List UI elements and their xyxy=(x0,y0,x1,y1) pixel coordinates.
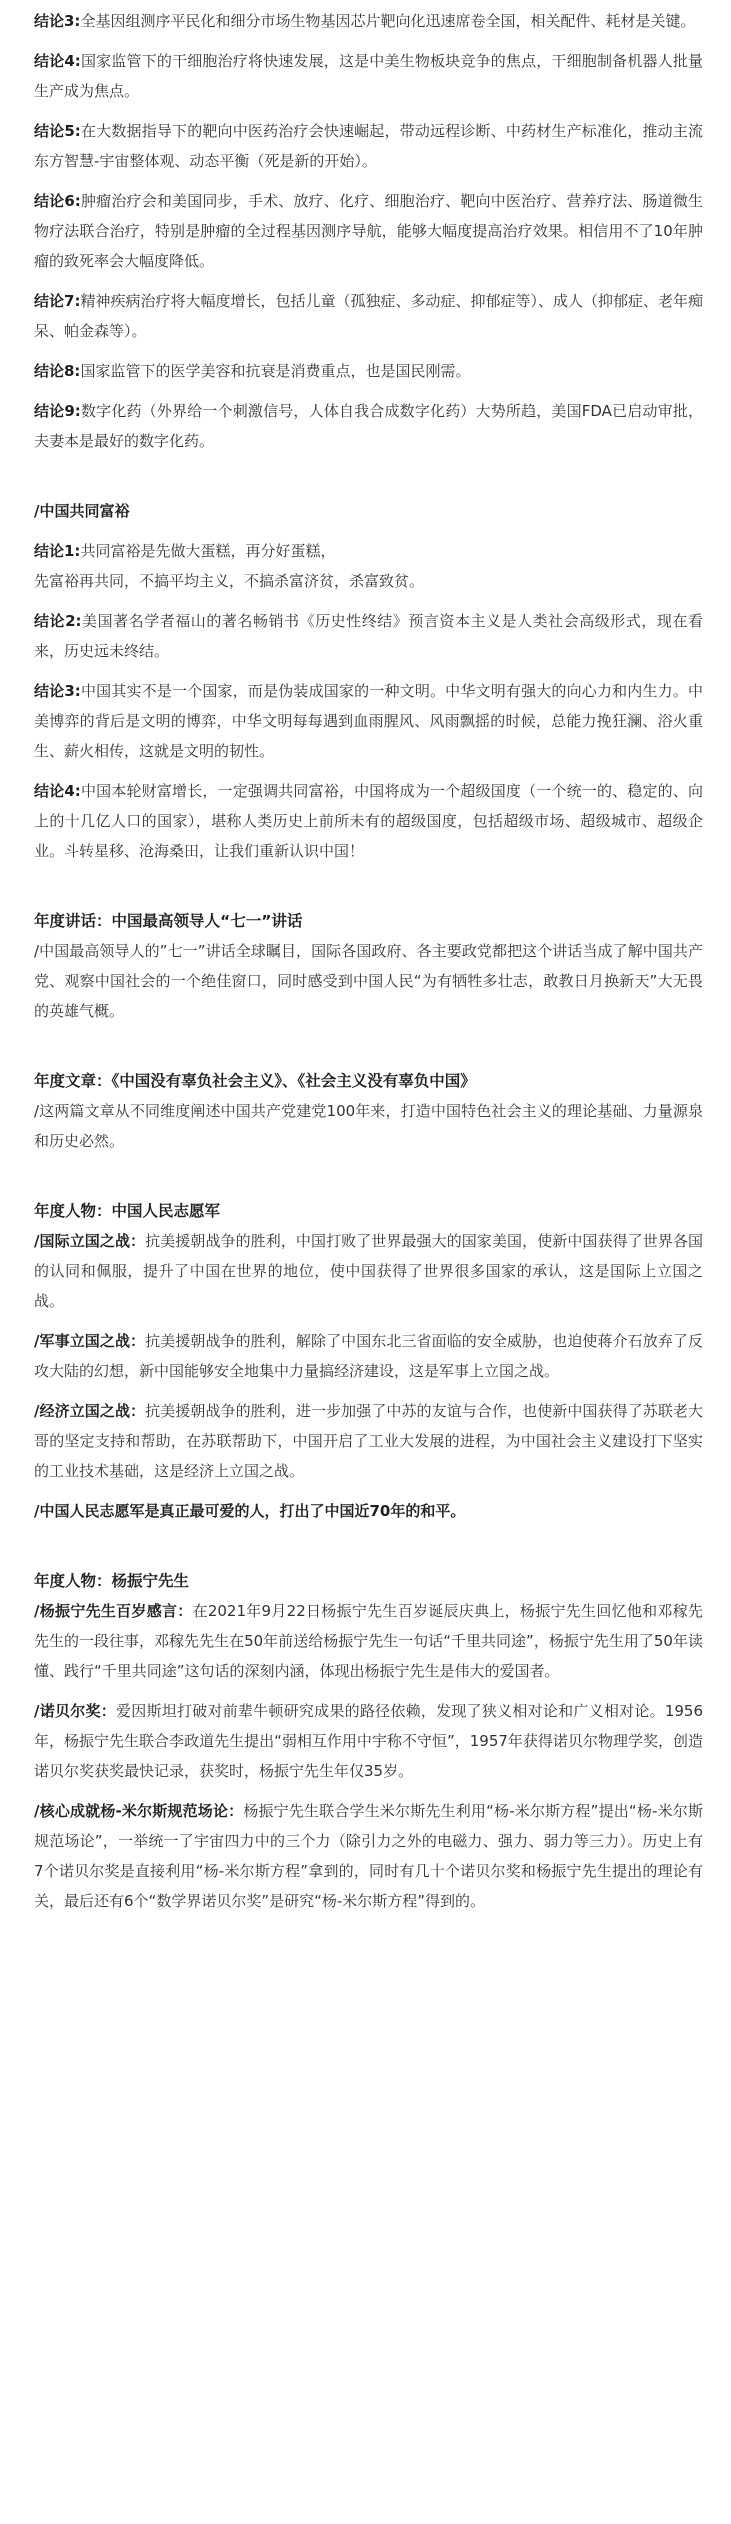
yang-item xyxy=(34,1696,703,1786)
section-heading: /中国共同富裕 xyxy=(34,502,130,520)
conclusion-item xyxy=(34,6,703,36)
volunteer-item xyxy=(34,1326,703,1386)
annual-figure-volunteers-section xyxy=(34,1196,703,1526)
conclusion-label: 结论3: xyxy=(34,12,81,30)
volunteer-item xyxy=(34,1226,703,1316)
conclusion-text: 共同富裕是先做大蛋糕，再分好蛋糕， xyxy=(80,542,336,560)
conclusion-item xyxy=(34,46,703,106)
volunteer-text: 抗美援朝战争的胜利，中国打败了世界最强大的国家美国，使新中国获得了世界各国的认同和佩服，提升了中国在世界的地位，使中国获得了世界很多国家的承认，这是国际上立国之战。 xyxy=(34,1232,703,1310)
volunteer-label: /国际立国之战： xyxy=(34,1232,146,1250)
conclusion-item xyxy=(34,676,703,766)
volunteer-closing: /中国人民志愿军是真正最可爱的人，打出了中国近70年的和平。 xyxy=(34,1502,466,1520)
volunteer-text: 抗美援朝战争的胜利，进一步加强了中苏的友谊与合作，也使新中国获得了苏联老大哥的坚定支持和帮助，在苏联帮助下，中国开启了工业大发展的进程，为中国社会主义建设打下坚实的工业技术基础，这是经济上立国之战。 xyxy=(34,1402,703,1480)
yang-label: /杨振宁先生百岁感言： xyxy=(34,1602,193,1620)
section-heading: 年度人物：中国人民志愿军 xyxy=(34,1202,221,1220)
conclusion-label: 结论3: xyxy=(34,682,81,700)
conclusion-label: 结论2: xyxy=(34,612,82,630)
yang-item xyxy=(34,1596,703,1686)
yang-label: /诺贝尔奖： xyxy=(34,1702,116,1720)
annual-figure-yang-section xyxy=(34,1566,703,1916)
yang-text: 杨振宁先生联合学生米尔斯先生利用“杨-米尔斯方程”提出“杨-米尔斯规范场论”，一举统一了宇宙四力中的三个力（除引力之外的电磁力、强力、弱力等三力）。历史上有7个诺贝尔奖是直接利用“杨-米尔斯方程”拿到的，同时有几十个诺贝尔奖和杨振宁先生提出的理论有关，最后还有6个“数学界诺贝尔奖”是研究“杨-米尔斯方程”得到的。 xyxy=(34,1802,703,1910)
conclusion-label: 结论6: xyxy=(34,192,81,210)
conclusion-label: 结论9: xyxy=(34,402,81,420)
section-text: /这两篇文章从不同维度阐述中国共产党建党100年来，打造中国特色社会主义的理论基础、力量源泉和历史必然。 xyxy=(34,1102,703,1150)
conclusion-item xyxy=(34,186,703,276)
annual-article-section xyxy=(34,1066,703,1156)
section-heading: 年度文章：《中国没有辜负社会主义》、《社会主义没有辜负中国》 xyxy=(34,1072,476,1090)
conclusion-text: 国家监管下的干细胞治疗将快速发展，这是中美生物板块竞争的焦点，干细胞制备机器人批量生产成为焦点。 xyxy=(34,52,703,100)
volunteer-text: 抗美援朝战争的胜利，解除了中国东北三省面临的安全威胁，也迫使蒋介石放弃了反攻大陆的幻想，新中国能够安全地集中力量搞经济建设，这是军事上立国之战。 xyxy=(34,1332,703,1380)
conclusion-text: 精神疾病治疗将大幅度增长，包括儿童（孤独症、多动症、抑郁症等）、成人（抑郁症、老年痴呆、帕金森等）。 xyxy=(34,292,704,340)
conclusion-item xyxy=(34,356,703,386)
conclusion-text: 中国其实不是一个国家，而是伪装成国家的一种文明。中华文明有强大的向心力和内生力。中美博弈的背后是文明的博弈，中华文明每每遇到血雨腥风、风雨飘摇的时候，总能力挽狂澜、浴火重生、薪火相传，这就是文明的韧性。 xyxy=(34,682,703,760)
conclusion-item xyxy=(34,396,703,456)
conclusion-item xyxy=(34,776,703,866)
volunteer-label: /军事立国之战： xyxy=(34,1332,146,1350)
section-text: /中国最高领导人的”七一”讲话全球瞩目，国际各国政府、各主要政党都把这个讲话当成了解中国共产党、观察中国社会的一个绝佳窗口，同时感受到中国人民“为有牺牲多壮志，敢教日月换新天”大无畏的英雄气概。 xyxy=(34,942,703,1020)
section-heading: 年度讲话：中国最高领导人“七一”讲话 xyxy=(34,912,303,930)
conclusion-label: 结论1: xyxy=(34,542,81,560)
yang-text: 爱因斯坦打破对前辈牛顿研究成果的路径依赖，发现了狭义相对论和广义相对论。1956年，杨振宁先生联合李政道先生提出“弱相互作用中宇称不守恒”，1957年获得诺贝尔物理学奖，创造诺贝尔奖获奖最快记录，获奖时，杨振宁先生年仅35岁。 xyxy=(34,1702,703,1780)
yang-item xyxy=(34,1796,703,1916)
conclusion-text: 数字化药（外界给一个刺激信号，人体自我合成数字化药）大势所趋，美国FDA已启动审批，夫妻本是最好的数字化药。 xyxy=(34,402,704,450)
conclusion-item xyxy=(34,116,703,176)
conclusion-label: 结论4: xyxy=(34,52,81,70)
conclusion-item xyxy=(34,286,703,346)
conclusion-text: 国家监管下的医学美容和抗衰是消费重点，也是国民刚需。 xyxy=(80,362,471,380)
conclusion-label: 结论8: xyxy=(34,362,81,380)
conclusion-text: 中国本轮财富增长，一定强调共同富裕，中国将成为一个超级国度（一个统一的、稳定的、向上的十几亿人口的国家），堪称人类历史上前所未有的超级国度，包括超级市场、超级城市、超级企业。斗转星移、沧海桑田，让我们重新认识中国！ xyxy=(34,782,703,860)
conclusion-text: 在大数据指导下的靶向中医药治疗会快速崛起，带动远程诊断、中药材生产标准化，推动主流东方智慧-宇宙整体观、动态平衡（死是新的开始）。 xyxy=(34,122,703,170)
yang-text: 在2021年9月22日杨振宁先生百岁诞辰庆典上，杨振宁先生回忆他和邓稼先先生的一段往事，邓稼先先生在50年前送给杨振宁先生一句话“千里共同途”，杨振宁先生用了50年读懂、践行“千里共同途”这句话的深刻内涵，体现出杨振宁先生是伟大的爱国者。 xyxy=(34,1602,703,1680)
annual-speech-section xyxy=(34,906,703,1026)
conclusion-text: 美国著名学者福山的著名畅销书《历史性终结》预言资本主义是人类社会高级形式，现在看来，历史远未终结。 xyxy=(34,612,703,660)
conclusion-text: 肿瘤治疗会和美国同步，手术、放疗、化疗、细胞治疗、靶向中医治疗、营养疗法、肠道微生物疗法联合治疗，特别是肿瘤的全过程基因测序导航，能够大幅度提高治疗效果。相信用不了10年肿瘤的致死率会大幅度降低。 xyxy=(34,192,703,270)
yang-label: /核心成就杨-米尔斯规范场论： xyxy=(34,1802,244,1820)
volunteer-label: /经济立国之战： xyxy=(34,1402,146,1420)
conclusion-label: 结论4: xyxy=(34,782,81,800)
biotech-conclusions xyxy=(34,6,703,456)
section-heading: 年度人物：杨振宁先生 xyxy=(34,1572,190,1590)
common-prosperity-section xyxy=(34,496,703,866)
volunteer-item xyxy=(34,1396,703,1486)
conclusion-label: 结论7: xyxy=(34,292,81,310)
conclusion-extra: 先富裕再共同，不搞平均主义，不搞杀富济贫，杀富致贫。 xyxy=(34,572,425,590)
conclusion-item xyxy=(34,606,703,666)
conclusion-text: 全基因组测序平民化和细分市场生物基因芯片靶向化迅速席卷全国，相关配件、耗材是关键。 xyxy=(80,12,696,30)
conclusion-item xyxy=(34,536,703,566)
conclusion-label: 结论5: xyxy=(34,122,81,140)
